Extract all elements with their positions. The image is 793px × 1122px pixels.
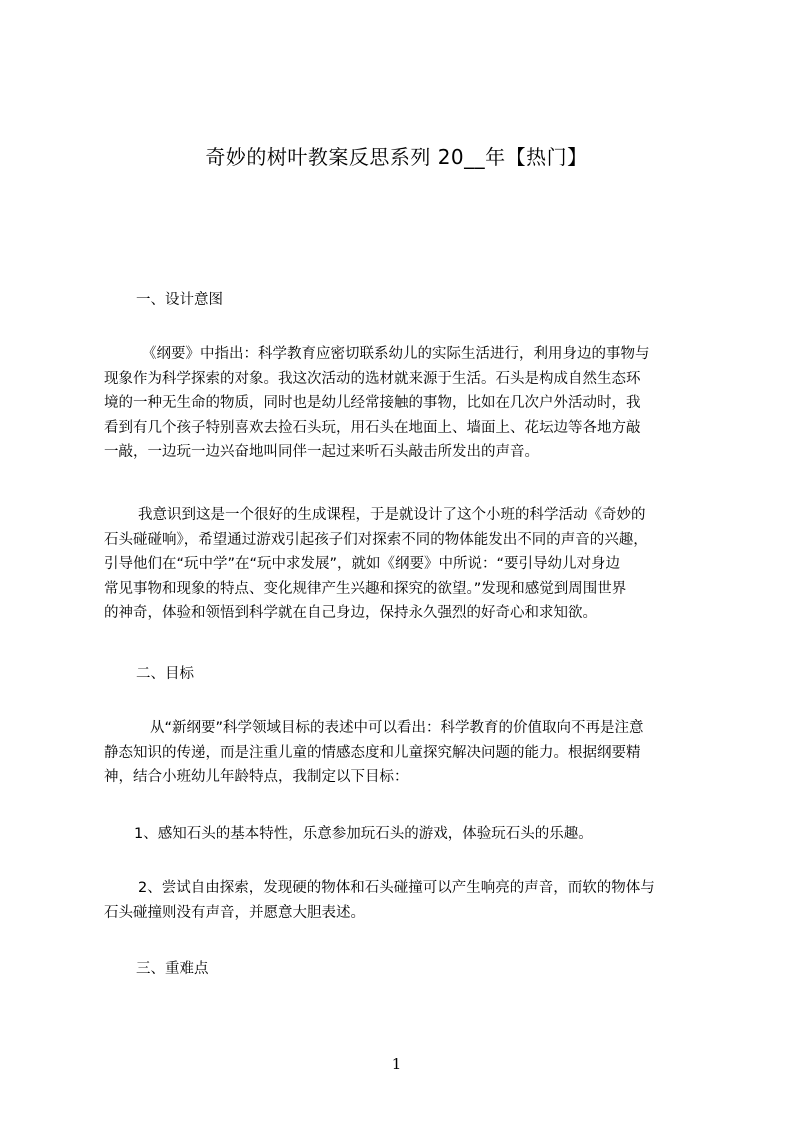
paragraph-goal-2 [104,876,704,925]
section-heading-design-intent: 一、设计意图 [136,292,223,308]
section-heading-key-points: 三、重难点 [136,961,209,977]
paragraph-goal-1 [104,822,704,847]
paragraph-line: 引导他们在“玩中学”在“玩中求发展”，就如《纲要》中所说：“要引导幼儿对身边 [104,556,621,572]
paragraph-line: 2、尝试自由探索，发现硬的物体和石头碰撞可以产生响亮的声音，而软的物体与 [138,880,655,896]
paragraph-design-intent-2 [104,503,704,626]
paragraph-line: 看到有几个孩子特别喜欢去捡石头玩，用石头在地面上、墙面上、花坛边等各地方敲 [104,419,641,436]
paragraph-line: 石头碰碰响》，希望通过游戏引起孩子们对探索不同的物体能发出不同的声音的兴趣， [104,531,648,548]
paragraph-line: 从“新纲要”科学领域目标的表述中可以看出：科学教育的价值取向不再是注意 [150,720,644,736]
paragraph-line: 一敲，一边玩一边兴奋地叫同伴一起过来听石头敲击所发出的声音。 [104,444,539,460]
document-title: 奇妙的树叶教案反思系列 20__年【热门】 [205,145,588,169]
paragraph-line: 境的一种无生命的物质，同时也是幼儿经常接触的事物，比如在几次户外活动时，我 [104,395,641,411]
paragraph-line: 石头碰撞则没有声音，并愿意大胆表述。 [104,904,365,921]
paragraph-line: 我意识到这是一个很好的生成课程，于是就设计了这个小班的科学活动《奇妙的 [138,507,646,523]
page-number: 1 [391,1055,402,1073]
paragraph-design-intent-1 [104,342,704,465]
paragraph-line: 神，结合小班幼儿年龄特点，我制定以下目标： [104,769,409,785]
paragraph-line: 1、感知石头的基本特性，乐意参加玩石头的游戏，体验玩石头的乐趣。 [134,826,593,842]
section-heading-goals: 二、目标 [136,666,194,682]
paragraph-goals-intro [104,716,704,790]
paragraph-line: 的神奇，体验和领悟到科学就在自己身边，保持永久强烈的好奇心和求知欲。 [104,605,597,621]
paragraph-line: 常见事物和现象的特点、变化规律产生兴趣和探究的欲望。”发现和感觉到周围世界 [104,580,627,597]
paragraph-line: 静态知识的传递，而是注重儿童的情感态度和儿童探究解决问题的能力。根据纲要精 [104,744,641,761]
paragraph-line: 现象作为科学探索的对象。我这次活动的选材就来源于生活。石头是构成自然生态环 [104,370,641,387]
paragraph-line: 《纲要》中指出：科学教育应密切联系幼儿的实际生活进行，利用身边的事物与 [142,346,650,362]
